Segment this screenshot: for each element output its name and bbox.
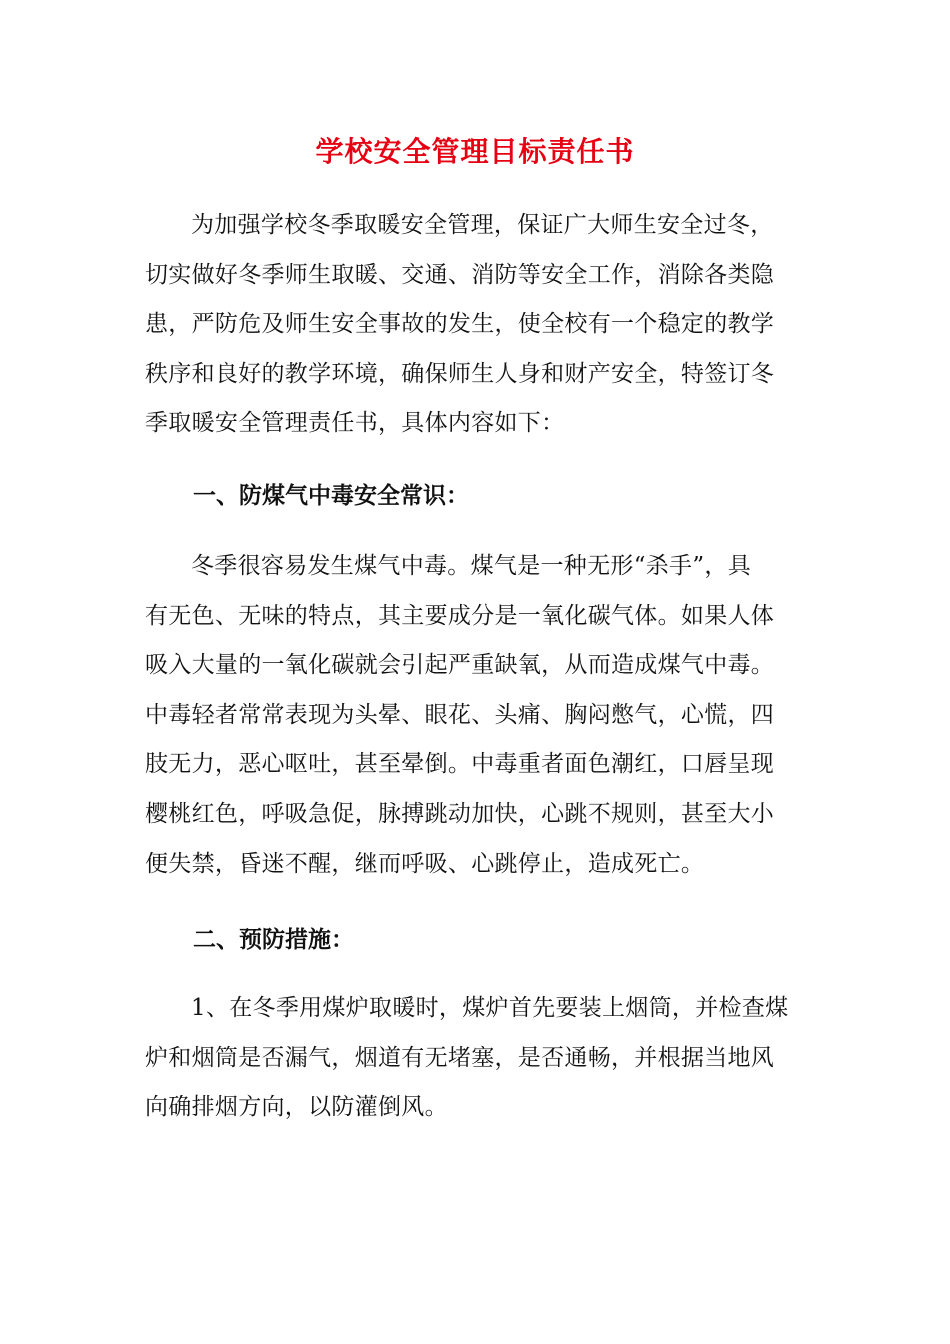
gas-poisoning-line: 冬季很容易发生煤气中毒。煤气是一种无形“杀手”，具 [191,553,752,579]
prevention-item-1 [145,984,805,1133]
intro-line: 秩序和良好的教学环境，确保师生人身和财产安全，特签订冬 [145,360,775,387]
intro-line: 为加强学校冬季取暖安全管理，保证广大师生安全过冬， [191,212,774,238]
gas-poisoning-paragraph [145,542,805,889]
intro-line: 季取暖安全管理责任书，具体内容如下： [145,410,565,437]
gas-poisoning-line: 便失禁，昏迷不醒，继而呼吸、心跳停止，造成死亡。 [145,850,705,877]
gas-poisoning-line: 樱桃红色，呼吸急促，脉搏跳动加快，心跳不规则，甚至大小 [145,800,775,827]
prevention-line: 1、在冬季用煤炉取暖时，煤炉首先要装上烟筒，并检查煤 [191,995,789,1021]
gas-poisoning-line: 肢无力，恶心呕吐，甚至晕倒。中毒重者面色潮红，口唇呈现 [145,751,775,778]
document-title: 学校安全管理目标责任书 [315,135,635,168]
section-heading-prevention: 二、预防措施： [193,926,354,953]
intro-line: 切实做好冬季师生取暖、交通、消防等安全工作，消除各类隐 [145,261,775,288]
prevention-line: 炉和烟筒是否漏气，烟道有无堵塞，是否通畅，并根据当地风 [145,1044,775,1071]
gas-poisoning-line: 中毒轻者常常表现为头晕、眼花、头痛、胸闷憋气，心慌，四 [145,701,775,728]
intro-line: 患，严防危及师生安全事故的发生，使全校有一个稳定的教学 [145,311,775,338]
gas-poisoning-line: 有无色、无味的特点，其主要成分是一氧化碳气体。如果人体 [145,602,775,629]
prevention-line: 向确排烟方向，以防灌倒风。 [145,1094,448,1121]
gas-poisoning-line: 吸入大量的一氧化碳就会引起严重缺氧，从而造成煤气中毒。 [145,652,775,679]
intro-paragraph [145,201,805,449]
section-heading-gas-poisoning: 一、防煤气中毒安全常识： [193,482,469,509]
